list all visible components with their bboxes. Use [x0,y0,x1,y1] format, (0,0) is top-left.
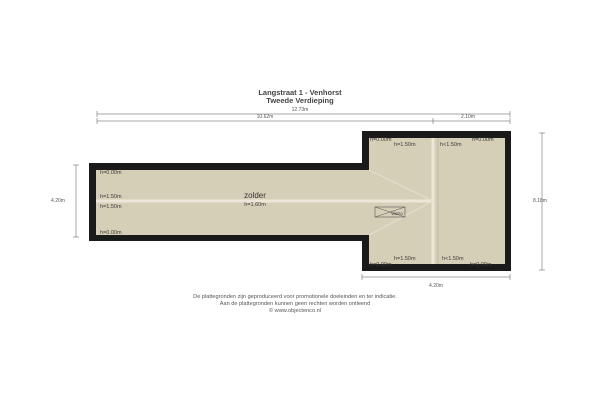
dimension-left-height [73,165,79,237]
height-left-top: h=0.00m [100,170,122,176]
height-right-bottom-left: h=0.00m [370,262,392,268]
height-right-upper-right: h<1.50m [440,142,462,148]
dimension-bottom-width-label: 4.20m [429,283,443,289]
height-right-bottom-right: h=0.00m [470,262,492,268]
address-title: Langstraat 1 - Venhorst [258,88,342,97]
height-left-mid-upper: h=1.50m [100,194,122,200]
footer-disclaimer-2: Aan de plattegronden kunnen geen rechten worden ontleend [219,301,371,307]
dimension-left-height-label: 4.20m [51,198,65,204]
dimension-right-height-label: 8.18m [533,198,547,204]
dimension-total-width-label: 12.73m [291,107,309,113]
height-right-lower-left: h=1.50m [394,256,416,262]
dimension-left-width-label: 10.62m [256,114,274,120]
height-left-mid-lower: h=1.50m [100,204,122,210]
footer-copyright: © www.objectenco.nl [268,308,322,314]
height-right-upper-left: h=1.50m [394,142,416,148]
dimension-bottom-width [362,274,510,280]
floor-title: Tweede Verdieping [266,96,334,105]
room-name: zolder [244,191,266,200]
height-right-top-left: h=0.00m [370,137,392,143]
height-left-bottom: h=0.00m [100,230,122,236]
footer-disclaimer-1: De plattegronden zijn geproduceerd voor promotionele doeleinden en ter indicatie. [193,294,397,300]
dimension-right-width-label: 2.10m [461,114,475,120]
attic-hatch-label: vliezo [391,211,403,216]
room-center-height: h=1.60m [244,202,266,208]
height-right-top-right: h=0.00m [472,137,494,143]
height-right-lower-right: h<1.50m [442,256,464,262]
